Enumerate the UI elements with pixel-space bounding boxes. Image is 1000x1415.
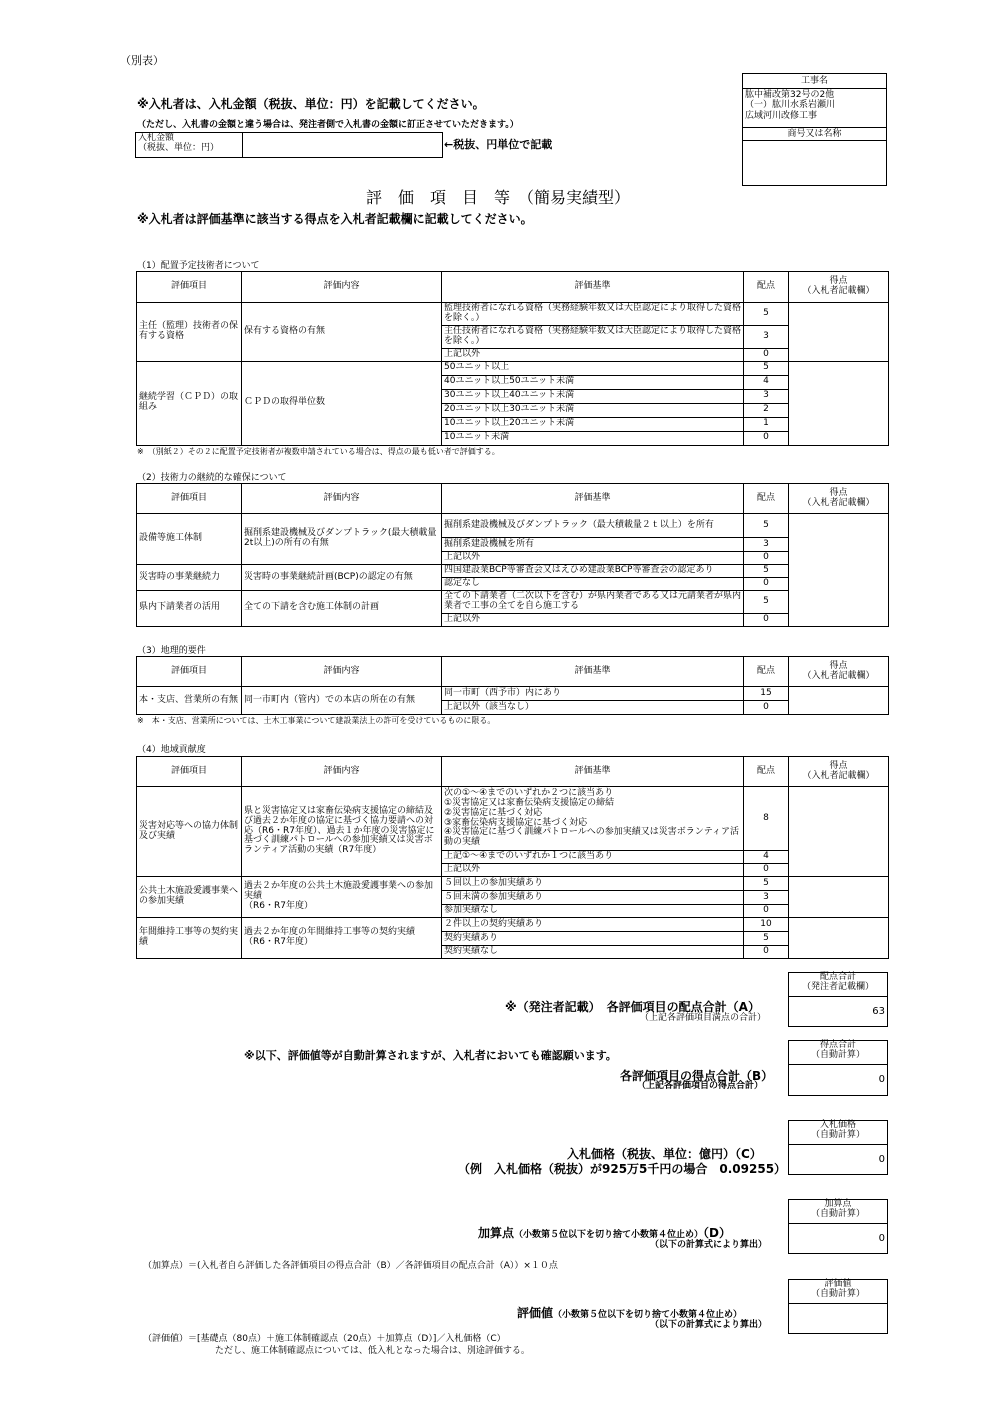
col-criteria: 評価基準 <box>442 272 744 303</box>
criteria-text: 30ユニット以上40ユニット未満 <box>442 389 744 403</box>
criteria-text: 次の①～④までのいずれか２つに該当あり ①災害協定又は家畜伝染病支援協定の締結 ②災害協定に基づく対応 ③家畜伝染病支援協定に基づく対応 ④災害協定に基づく訓練パトロールへの参加実績又は災害ボランティア活動の実績 <box>442 787 744 851</box>
col-score: 得点 （入札者記載欄） <box>789 272 889 303</box>
criteria-points: 5 <box>744 303 789 326</box>
criteria-points: 1 <box>744 417 789 431</box>
total-points-label: ※（発注者記載） 各評価項目の配点合計（A） <box>505 1000 760 1014</box>
criteria-text: 50ユニット以上 <box>442 361 744 375</box>
eval-content: 全ての下請を含む施工体制の計画 <box>242 591 442 627</box>
bonus-sub: （以下の計算式により算出） <box>650 1240 768 1250</box>
criteria-text: 上記以外 <box>442 552 744 565</box>
criteria-points: 10 <box>744 918 789 932</box>
criteria-text: ５回以上の参加実績あり <box>442 877 744 891</box>
bonus-value: 0 <box>878 1233 885 1244</box>
bonus-box-label: 加算点 （自動計算） <box>789 1200 887 1224</box>
criteria-points: 5 <box>744 932 789 946</box>
score-total-sub: （上記各評価項目の得点合計） <box>637 1081 764 1091</box>
price-label: 入札価格（税抜、単位：億円）（C） <box>567 1147 762 1161</box>
criteria-text: 参加実績なし <box>442 905 744 918</box>
criteria-text: 10ユニット未満 <box>442 431 744 445</box>
score-input[interactable] <box>789 687 889 715</box>
price-value: 0 <box>878 1154 885 1165</box>
eval-item: 主任（監理）技術者の保有する資格 <box>137 303 242 362</box>
col-score: 得点 （入札者記載欄） <box>789 757 889 787</box>
eval-item: 災害時の事業継続力 <box>137 565 242 591</box>
col-score: 得点 （入札者記載欄） <box>789 657 889 687</box>
eval-content: 過去２か年度の年間維持工事等の契約実績 （R6・R7年度） <box>242 918 442 959</box>
eval-item: 年間維持工事等の契約実績 <box>137 918 242 959</box>
criteria-points: 4 <box>744 851 789 864</box>
criteria-text: 上記以外 <box>442 613 744 626</box>
page-title: 評 価 項 目 等 （簡易実績型） <box>366 188 631 207</box>
criteria-points: 2 <box>744 403 789 417</box>
eval-content: 県と災害協定又は家畜伝染病支援協定の締結及び過去２か年度の協定に基づく協力要請への対応（R6・R7年度）、過去１か年度の災害協定に基づく訓練パトロールへの参加実績又は災害ボランティア活動の実績（R7年度） <box>242 787 442 877</box>
score-input[interactable] <box>789 361 889 445</box>
price-box-label: 入札価格 （自動計算） <box>789 1121 887 1145</box>
project-name-line-3: 広域河川改修工事 <box>745 110 818 121</box>
criteria-text: 契約実績あり <box>442 932 744 946</box>
criteria-points: 0 <box>744 864 789 877</box>
project-name-value <box>743 89 886 128</box>
eval-content: 災害時の事業継続計画(BCP)の認定の有無 <box>242 565 442 591</box>
criteria-points: 0 <box>744 613 789 626</box>
criteria-text: 上記以外（該当なし） <box>442 701 744 715</box>
section2-table <box>136 483 889 627</box>
criteria-points: 5 <box>744 361 789 375</box>
criteria-text: 四国建設業BCP等審査会又はえひめ建設業BCP等審査会の認定あり <box>442 565 744 578</box>
section1-note: ※ （別紙２）その２に配置予定技術者が複数申請されている場合は、得点の最も低い者で評価する。 <box>137 447 500 456</box>
bonus-box <box>788 1199 888 1254</box>
eval-content: 掘削系建設機械及びダンプトラック(最大積載量2t以上)の所有の有無 <box>242 514 442 565</box>
eval-item: 県内下請業者の活用 <box>137 591 242 627</box>
section3-note: ※ 本・支店、営業所については、土木工事業について建設業法上の許可を受けているものに限る。 <box>137 716 496 725</box>
eval-box <box>788 1279 888 1334</box>
section3-title: （3）地理的要件 <box>137 646 206 656</box>
bid-note: （ただし、入札書の金額と違う場合は、発注者側で入札書の金額に訂正させていただきます。） <box>137 120 519 130</box>
eval-content: 同一市町内（管内）での本店の所在の有無 <box>242 687 442 715</box>
score-total-box <box>788 1040 888 1096</box>
col-criteria: 評価基準 <box>442 657 744 687</box>
eval-label: 評価値（小数第５位以下を切り捨て小数第４位止め） <box>517 1306 743 1320</box>
eval-sub: （以下の計算式により算出） <box>650 1320 768 1330</box>
eval-formula-note: ただし、施工体制確認点については、低入札となった場合は、別途評価する。 <box>215 1346 530 1356</box>
section3-table <box>136 656 889 715</box>
criteria-points: 5 <box>744 565 789 578</box>
project-name-line-1: 肱中補改第32号の2他 <box>745 90 835 100</box>
total-points-sub: （上記各評価項目満点の合計） <box>640 1013 767 1023</box>
score-input[interactable] <box>789 918 889 959</box>
criteria-text: 上記①～④までのいずれか１つに該当あり <box>442 851 744 864</box>
col-points: 配点 <box>744 657 789 687</box>
col-points: 配点 <box>744 484 789 514</box>
col-content: 評価内容 <box>242 272 442 303</box>
criteria-points: 5 <box>744 591 789 614</box>
bid-instruction: ※入札者は、入札金額（税抜、単位：円）を記載してください。 <box>137 97 485 111</box>
section1-table <box>136 271 889 446</box>
criteria-text: 20ユニット以上30ユニット未満 <box>442 403 744 417</box>
eval-item: 継続学習（ＣＰＤ）の取組み <box>137 361 242 445</box>
criteria-text: 上記以外 <box>442 348 744 361</box>
bid-amount-label-1: 入札金額 <box>138 133 175 143</box>
project-name-label: 工事名 <box>743 74 886 89</box>
criteria-points: 0 <box>744 701 789 715</box>
eval-content: 保有する資格の有無 <box>242 303 442 362</box>
criteria-points: 4 <box>744 375 789 389</box>
company-label: 商号又は名称 <box>743 128 886 141</box>
criteria-points: 0 <box>744 905 789 918</box>
criteria-text: 認定なし <box>442 578 744 591</box>
score-input[interactable] <box>789 303 889 362</box>
bid-amount-label <box>136 133 243 157</box>
col-content: 評価内容 <box>242 484 442 514</box>
bid-amount-label-2: （税抜、単位：円） <box>138 143 220 154</box>
eval-content: 過去２か年度の公共土木施設愛護事業への参加実績 （R6・R7年度） <box>242 877 442 918</box>
col-criteria: 評価基準 <box>442 757 744 787</box>
criteria-points: 5 <box>744 877 789 891</box>
bonus-formula: （加算点）＝(入札者自ら評価した各評価項目の得点合計（B）／各評価項目の配点合計（A））×１０点 <box>143 1261 558 1271</box>
criteria-text: 10ユニット以上20ユニット未満 <box>442 417 744 431</box>
total-points-box-label: 配点合計 （発注者記載欄） <box>789 973 887 997</box>
criteria-points: 3 <box>744 538 789 552</box>
page-subtitle: ※入札者は評価基準に該当する得点を入札者記載欄に記載してください。 <box>137 212 533 226</box>
criteria-points: 8 <box>744 787 789 851</box>
project-info-box <box>742 73 887 186</box>
criteria-text: 掘削系建設機械及びダンプトラック（最大積載量２ｔ以上）を所有 <box>442 514 744 538</box>
score-input[interactable] <box>789 787 889 877</box>
criteria-text: 監理技術者になれる資格（実務経験年数又は大臣認定により取得した資格を除く。） <box>442 303 744 326</box>
col-points: 配点 <box>744 757 789 787</box>
criteria-text: 40ユニット以上50ユニット未満 <box>442 375 744 389</box>
attachment-label: （別表） <box>120 54 164 67</box>
criteria-text: 契約実績なし <box>442 946 744 959</box>
criteria-points: 0 <box>744 431 789 445</box>
col-score: 得点 （入札者記載欄） <box>789 484 889 514</box>
criteria-text: 主任技術者になれる資格（実務経験年数又は大臣認定により取得した資格を除く。） <box>442 325 744 348</box>
eval-item: 災害対応等への協力体制及び実績 <box>137 787 242 877</box>
price-example: （例 入札価格（税抜）が925万5千円の場合 0.09255） <box>458 1162 787 1176</box>
section4-title: （4）地域貢献度 <box>137 745 206 755</box>
eval-formula: （評価値）＝[基礎点（80点）＋施工体制確認点（20点）＋加算点（D）]／入札価格（C） <box>143 1334 506 1344</box>
section4-table <box>136 756 889 959</box>
criteria-points: 0 <box>744 348 789 361</box>
bid-amount-input[interactable] <box>242 133 440 157</box>
criteria-points: 3 <box>744 389 789 403</box>
criteria-points: 3 <box>744 325 789 348</box>
criteria-points: 0 <box>744 578 789 591</box>
criteria-text: 上記以外 <box>442 864 744 877</box>
section1-title: （1）配置予定技術者について <box>137 261 260 271</box>
eval-content: ＣＰＤの取得単位数 <box>242 361 442 445</box>
project-name-line-2: （一）肱川水系岩瀬川 <box>745 100 836 111</box>
criteria-text: 全ての下請業者（二次以下を含む）が県内業者である又は元請業者が県内業者で工事の全てを自ら施工する <box>442 591 744 614</box>
col-content: 評価内容 <box>242 657 442 687</box>
col-item: 評価項目 <box>137 484 242 514</box>
criteria-points: 15 <box>744 687 789 701</box>
score-input[interactable] <box>789 877 889 918</box>
company-input[interactable] <box>743 141 886 185</box>
eval-item: 公共土木施設愛護事業への参加実績 <box>137 877 242 918</box>
section2-title: （2）技術力の継続的な確保について <box>137 473 287 483</box>
score-total-label: 各評価項目の得点合計（B） <box>620 1069 774 1083</box>
criteria-points: 5 <box>744 514 789 538</box>
criteria-text: ５回未満の参加実績あり <box>442 891 744 905</box>
col-content: 評価内容 <box>242 757 442 787</box>
col-item: 評価項目 <box>137 272 242 303</box>
auto-calc-note: ※以下、評価値等が自動計算されますが、入札者においても確認願います。 <box>244 1049 617 1062</box>
bid-amount-hint: ←税抜、円単位で記載 <box>444 138 553 151</box>
score-total-box-label: 得点合計 （自動計算） <box>789 1041 887 1065</box>
criteria-text: 掘削系建設機械を所有 <box>442 538 744 552</box>
bid-amount-box <box>135 132 443 158</box>
eval-item: 設備等施工体制 <box>137 514 242 565</box>
price-box <box>788 1120 888 1175</box>
criteria-text: ２件以上の契約実績あり <box>442 918 744 932</box>
score-input[interactable] <box>789 514 889 627</box>
total-points-value: 63 <box>872 1006 885 1017</box>
col-points: 配点 <box>744 272 789 303</box>
criteria-points: 3 <box>744 891 789 905</box>
criteria-points: 0 <box>744 552 789 565</box>
eval-box-label: 評価値 （自動計算） <box>789 1280 887 1304</box>
criteria-points: 0 <box>744 946 789 959</box>
eval-item: 本・支店、営業所の有無 <box>137 687 242 715</box>
score-total-value: 0 <box>878 1074 885 1085</box>
criteria-text: 同一市町（西予市）内にあり <box>442 687 744 701</box>
col-item: 評価項目 <box>137 657 242 687</box>
total-points-box <box>788 972 888 1027</box>
col-criteria: 評価基準 <box>442 484 744 514</box>
col-item: 評価項目 <box>137 757 242 787</box>
bonus-label: 加算点（小数第５位以下を切り捨て小数第４位止め）（D） <box>478 1226 731 1240</box>
